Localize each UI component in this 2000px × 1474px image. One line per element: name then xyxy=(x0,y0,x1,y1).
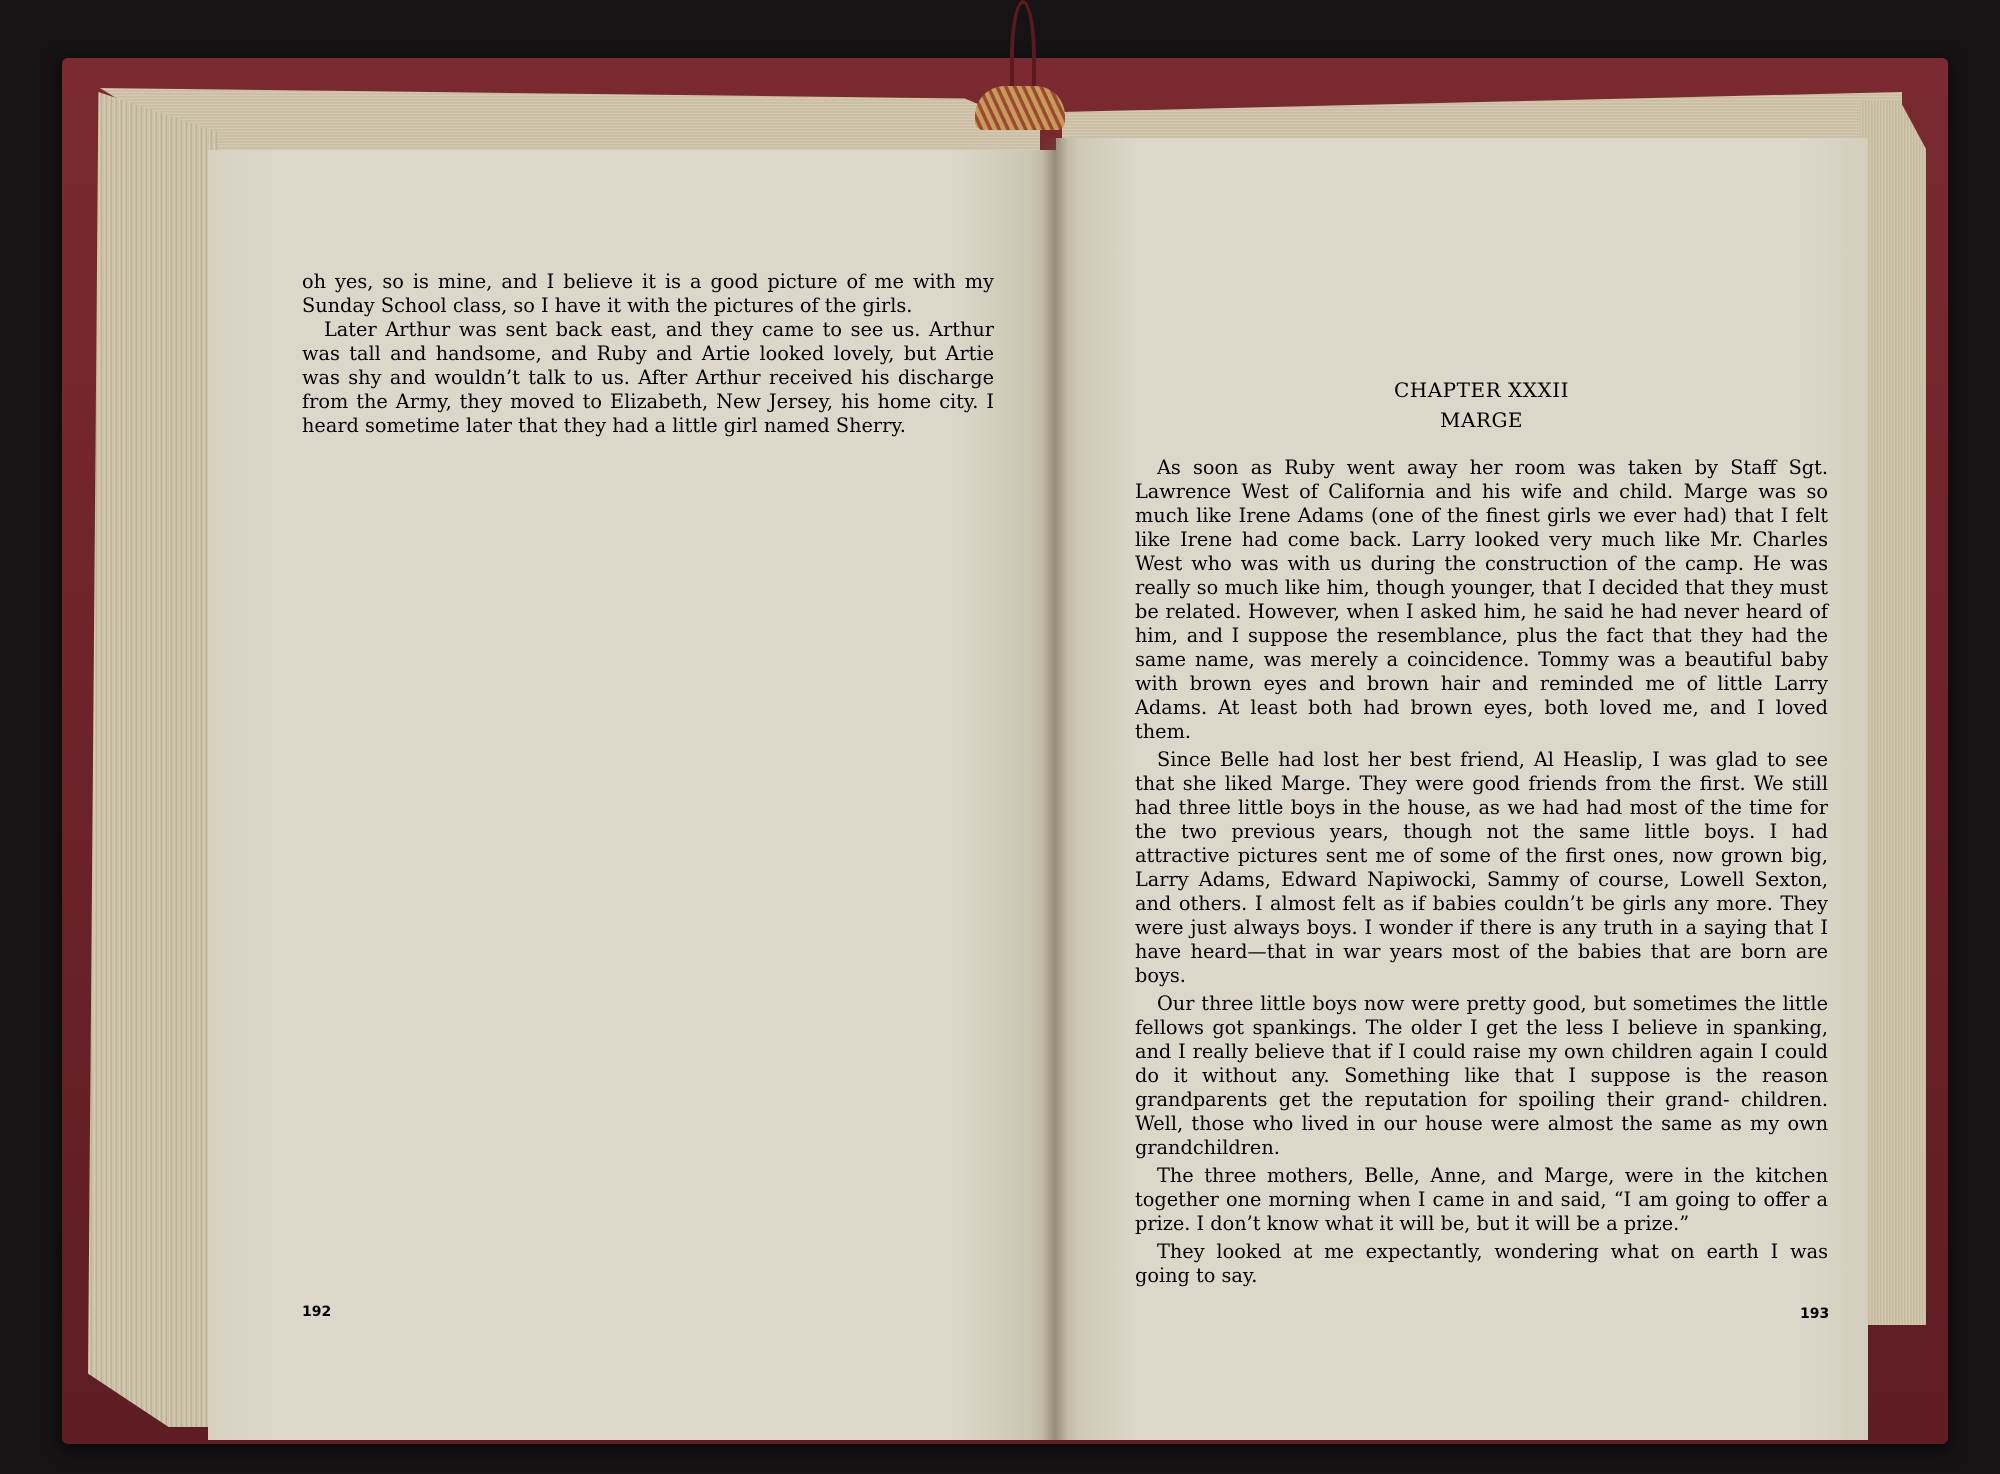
paragraph: Our three little boys now were pretty good, but sometimes the little fellows got spankings. The older I get the less I believe in spanking, and I really believe that if I could raise my own children again I could do it without any. Something like that I suppose is the reason grandparents get the reputation for spoiling their grand- children. Well, those who lived in our house were almost the same as my own grandchildren. xyxy=(1135,992,1828,1159)
gutter xyxy=(1042,138,1068,1440)
left-page-body xyxy=(302,270,994,438)
page-edges-left xyxy=(88,92,218,1427)
paragraph: They looked at me expectantly, wondering what on earth I was going to say. xyxy=(1135,1240,1828,1287)
chapter-title: MARGE xyxy=(1439,408,1524,432)
paragraph: oh yes, so is mine, and I believe it is a good picture of me with my Sunday School class, so I have it with the pictures of the girls. xyxy=(302,270,994,317)
page-number-left: 192 xyxy=(302,1304,332,1320)
right-page-body xyxy=(1135,456,1828,1292)
paragraph: Since Belle had lost her best friend, Al Heaslip, I was glad to see that she liked Marge. They were good friends from the first. We still had three little boys in the house, as we had had most of the time for the two previous years, though not the same little boys. I had attractive pictures sent me of some of the first ones, now grown big, Larry Adams, Edward Napiwocki, Sammy of course, Lowell Sexton, and others. I almost felt as if babies couldn’t be girls any more. They were just always boys. I wonder if there is any truth in a saying that I have heard—that in war years most of the babies that are born are boys. xyxy=(1135,748,1828,987)
paragraph: The three mothers, Belle, Anne, and Marge, were in the kitchen together one morning when I came in and said, “I am going to offer a prize. I don’t know what it will be, but it will be a prize.” xyxy=(1135,1164,1828,1235)
paragraph: Later Arthur was sent back east, and they came to see us. Arthur was tall and handsome, and Ruby and Artie looked lovely, but Artie was shy and wouldn’t talk to us. After Arthur received his discharge from the Army, they moved to Elizabeth, New Jersey, his home city. I heard sometime later that they had a little girl named Sherry. xyxy=(302,318,994,437)
paragraph: As soon as Ruby went away her room was taken by Staff Sgt. Lawrence West of California and his wife and child. Marge was so much like Irene Adams (one of the finest girls we ever had) that I felt like Irene had come back. Larry looked very much like Mr. Charles West who was with us during the construction of the camp. He was really so much like him, though younger, that I decided that they must be related. However, when I asked him, he said he had never heard of him, and I suppose the resemblance, plus the fact that they had the same name, was merely a coincidence. Tommy was a beautiful baby with brown eyes and brown hair and reminded me of little Larry Adams. At least both had brown eyes, both loved me, and I loved them. xyxy=(1135,456,1828,743)
page-edges-top-left xyxy=(100,88,1040,158)
page-number-right: 193 xyxy=(1800,1306,1830,1322)
chapter-number: CHAPTER XXXII xyxy=(1393,378,1569,402)
chapter-heading xyxy=(1135,378,1828,438)
headband xyxy=(975,86,1065,130)
page-edges-right xyxy=(1860,100,1926,1325)
